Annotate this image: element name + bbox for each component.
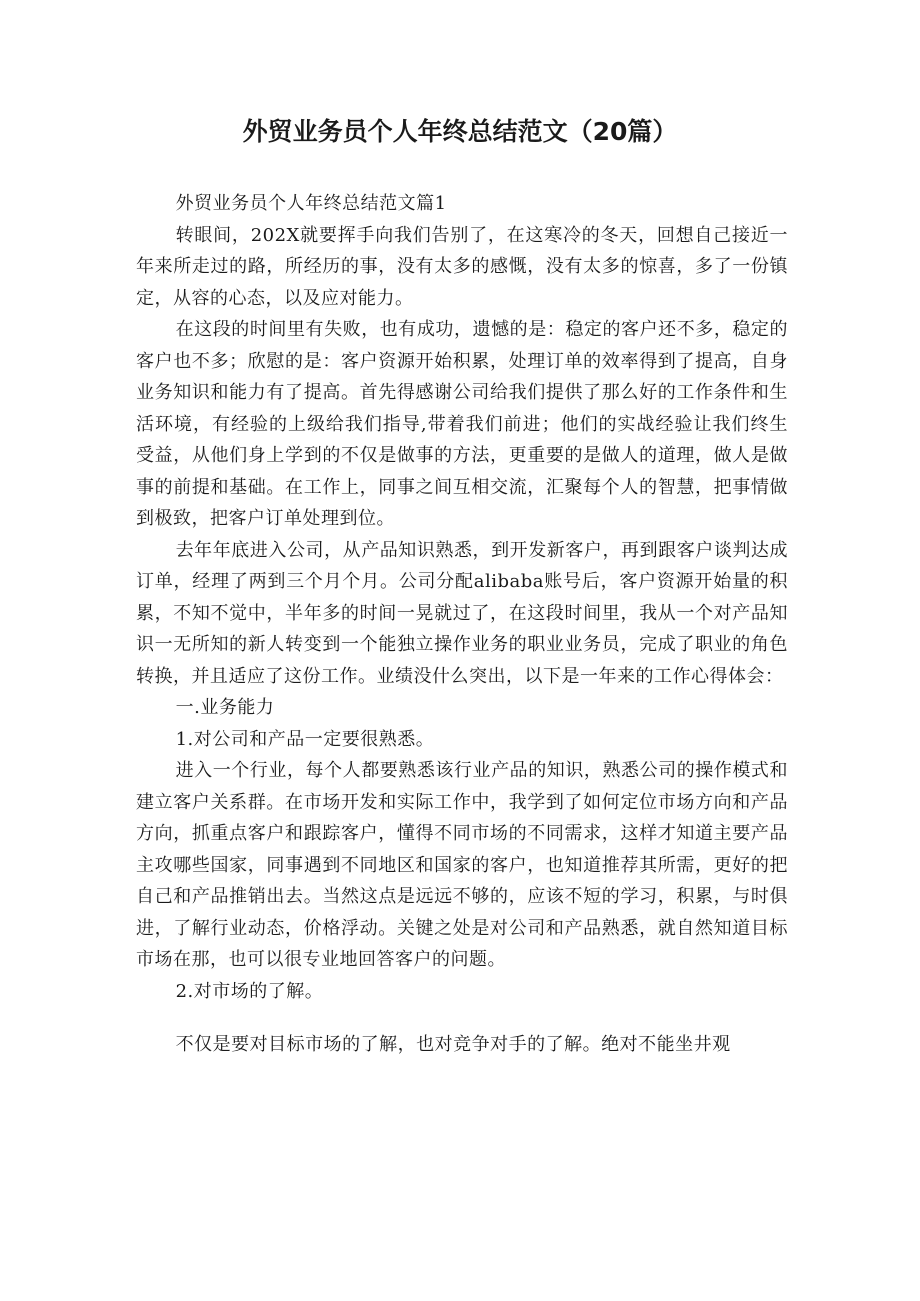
- paragraph: 在这段的时间里有失败，也有成功，遗憾的是：稳定的客户还不多，稳定的客户也不多；欣慰的是：客户资源开始积累，处理订单的效率得到了提高，自身业务知识和能力有了提高。首先得感谢公司给我们提供了那么好的工作条件和生活环境，有经验的上级给我们指导,带着我们前进；他们的实战经验让我们终生受益，从他们身上学到的不仅是做事的方法，更重要的是做人的道理，做人是做事的前提和基础。在工作上，同事之间互相交流，汇聚每个人的智慧，把事情做到极致，把客户订单处理到位。: [136, 319, 788, 529]
- document-body: [136, 188, 788, 1061]
- paragraph: 转眼间，202X就要挥手向我们告别了，在这寒冷的冬天，回想自己接近一年来所走过的路，所经历的事，没有太多的感慨，没有太多的惊喜，多了一份镇定，从容的心态，以及应对能力。: [136, 224, 788, 309]
- numbered-heading: 2.对市场的了解。: [175, 980, 324, 1002]
- section-heading: 外贸业务员个人年终总结范文篇1: [175, 193, 447, 214]
- paragraph: 去年年底进入公司，从产品知识熟悉，到开发新客户，再到跟客户谈判达成订单，经理了两到三个月个月。公司分配alibaba账号后，客户资源开始量的积累，不知不觉中，半年多的时间一晃就过了，在这段时间里，我从一个对产品知识一无所知的新人转变到一个能独立操作业务的职业业务员，完成了职业的角色转换，并且适应了这份工作。业绩没什么突出，以下是一年来的工作心得体会：: [136, 539, 788, 687]
- numbered-heading: 1.对公司和产品一定要很熟悉。: [175, 728, 435, 750]
- paragraph: 不仅是要对目标市场的了解，也对竞争对手的了解。绝对不能坐井观: [175, 1034, 731, 1055]
- document-title: 外贸业务员个人年终总结范文（20篇）: [242, 117, 678, 146]
- paragraph: 进入一个行业，每个人都要熟悉该行业产品的知识，熟悉公司的操作模式和建立客户关系群。在市场开发和实际工作中，我学到了如何定位市场方向和产品方向，抓重点客户和跟踪客户，懂得不同市场的不同需求，这样才知道主要产品主攻哪些国家，同事遇到不同地区和国家的客户，也知道推荐其所需，更好的把自己和产品推销出去。当然这点是远远不够的，应该不短的学习，积累，与时俱进，了解行业动态，价格浮动。关键之处是对公司和产品熟悉，就自然知道目标市场在那，也可以很专业地回答客户的问题。: [136, 760, 788, 970]
- subsection-heading: 一.业务能力: [175, 697, 275, 718]
